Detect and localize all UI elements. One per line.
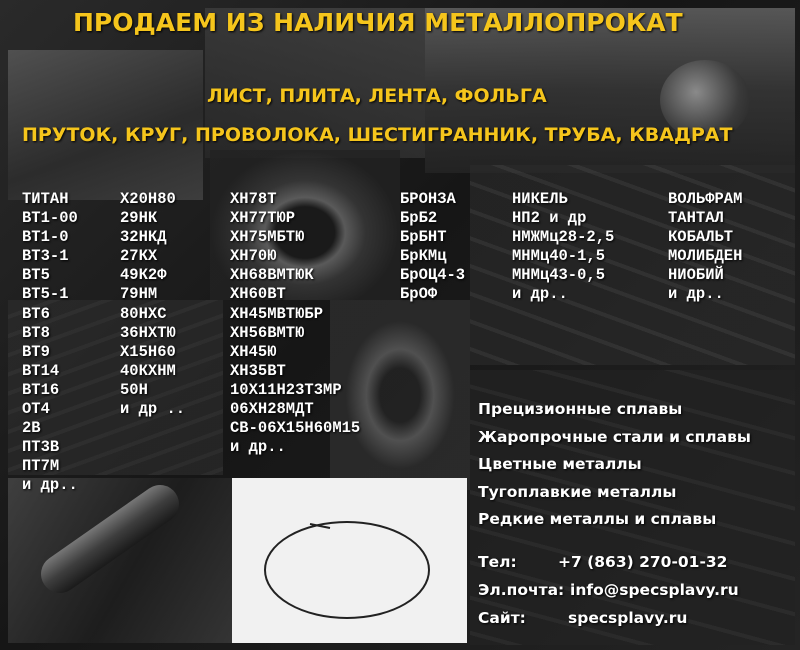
grade-column-bronze [400,190,465,305]
grade-item: СВ-06Х15Н60М15 [230,419,361,438]
contact-site [478,609,688,627]
grade-item: Х15Н60 [120,342,176,361]
grade-item: БрОЦ4-3 [400,266,466,285]
grade-column-nickel [512,190,614,305]
grade-item: ТАНТАЛ [668,209,724,228]
grade-item: ВТ14 [22,361,60,380]
grade-item: Х20Н80 [120,190,176,208]
page-title: ПРОДАЕМ ИЗ НАЛИЧИЯ МЕТАЛЛОПРОКАТ [73,8,683,37]
grade-item: ВТ1-00 [22,209,78,228]
grade-item: ВТ3-1 [22,247,69,266]
grade-item: БрБ2 [400,209,438,228]
grade-item: БрКМц [400,247,447,266]
grade-item: и др .. [120,400,186,419]
grade-item: ОТ4 [22,400,50,419]
grade-item: ХН77ТЮР [230,209,296,228]
contact-phone [478,553,728,571]
category-item: Редкие металлы и сплавы [478,510,717,528]
grade-item: ХН60ВТ [230,285,286,304]
grade-item: МНМц40-1,5 [512,247,606,266]
grade-item: ВТ5-1 [22,285,69,304]
grade-item: НП2 и др [512,209,587,228]
grade-item: ХН75МБТЮ [230,228,305,247]
grade-item: БрБНТ [400,228,447,247]
grade-item: ХН78Т [230,190,277,208]
category-item: Тугоплавкие металлы [478,482,677,501]
site-link[interactable]: specsplavy.ru [568,609,688,627]
grade-item: БрОФ [400,285,438,304]
grade-item: ХН35ВТ [230,361,286,380]
grade-item: ХН45МВТЮБР [230,304,324,323]
grade-item: МНМц43-0,5 [512,266,606,285]
category-item: Прецизионные сплавы [478,400,683,418]
grade-item: 2В [22,419,41,438]
contact-email [478,581,739,599]
product-forms-line-1: ЛИСТ, ПЛИТА, ЛЕНТА, ФОЛЬГА [207,85,547,107]
phone-label: Тел: [478,553,517,571]
site-label: Сайт: [478,609,526,627]
grade-item: 36НХТЮ [120,323,176,342]
wire-ring-image [250,500,445,630]
category-item: Цветные металлы [478,455,642,473]
grade-item: 50Н [120,380,148,399]
grade-item: 06ХН28МДТ [230,400,314,419]
grade-item: 40КХНМ [120,361,176,380]
grade-item: 79НМ [120,285,158,304]
grade-item: 10Х11Н23Т3МР [230,380,342,399]
grade-item: НИКЕЛЬ [512,190,568,208]
grade-item: ВТ8 [22,323,50,342]
grade-item: и др.. [668,285,724,304]
grade-item: и др.. [512,285,568,304]
grade-item: 29НК [120,209,158,228]
grade-item: ПТ7М [22,457,60,476]
grade-item: ВТ9 [22,342,50,361]
grade-item: и др.. [230,438,286,457]
product-forms-line-2: ПРУТОК, КРУГ, ПРОВОЛОКА, ШЕСТИГРАННИК, ТРУБА, КВАДРАТ [22,124,733,146]
grade-column-precision [120,190,185,419]
grade-item: НМЖМц28-2,5 [512,228,615,247]
grade-item: ХН68ВМТЮК [230,266,314,285]
grade-item: ПТ3В [22,438,60,457]
metal-photo-round-bar [8,478,233,643]
phone-value[interactable]: +7 (863) 270-01-32 [558,553,728,571]
grade-column-heat-resistant [230,190,360,457]
grade-item: МОЛИБДЕН [668,247,743,266]
grade-item: ВТ1-0 [22,228,69,247]
grade-item: 49К2Ф [120,266,167,285]
grade-item: НИОБИЙ [668,266,724,285]
grade-item: ХН56ВМТЮ [230,323,305,342]
grade-item: и др.. [22,476,78,495]
grade-item: ТИТАН [22,190,69,208]
grade-item: 80НХС [120,304,167,323]
grade-item: ВТ5 [22,266,50,285]
grade-item: ВОЛЬФРАМ [668,190,743,208]
grade-item: ХН45Ю [230,342,277,361]
category-list [478,396,751,534]
email-label: Эл.почта: [478,581,565,599]
grade-item: КОБАЛЬТ [668,228,734,247]
grade-item: 32НКД [120,228,167,247]
email-link[interactable]: info@specsplavy.ru [570,581,739,599]
grade-item: ВТ6 [22,304,50,323]
grade-item: ХН70Ю [230,247,277,266]
grade-item: БРОНЗА [400,190,456,208]
category-item: Жаропрочные стали и сплавы [478,427,751,446]
grade-column-refractory [668,190,742,305]
grade-column-titanium [22,190,78,496]
grade-item: ВТ16 [22,380,60,399]
grade-item: 27КХ [120,247,158,266]
